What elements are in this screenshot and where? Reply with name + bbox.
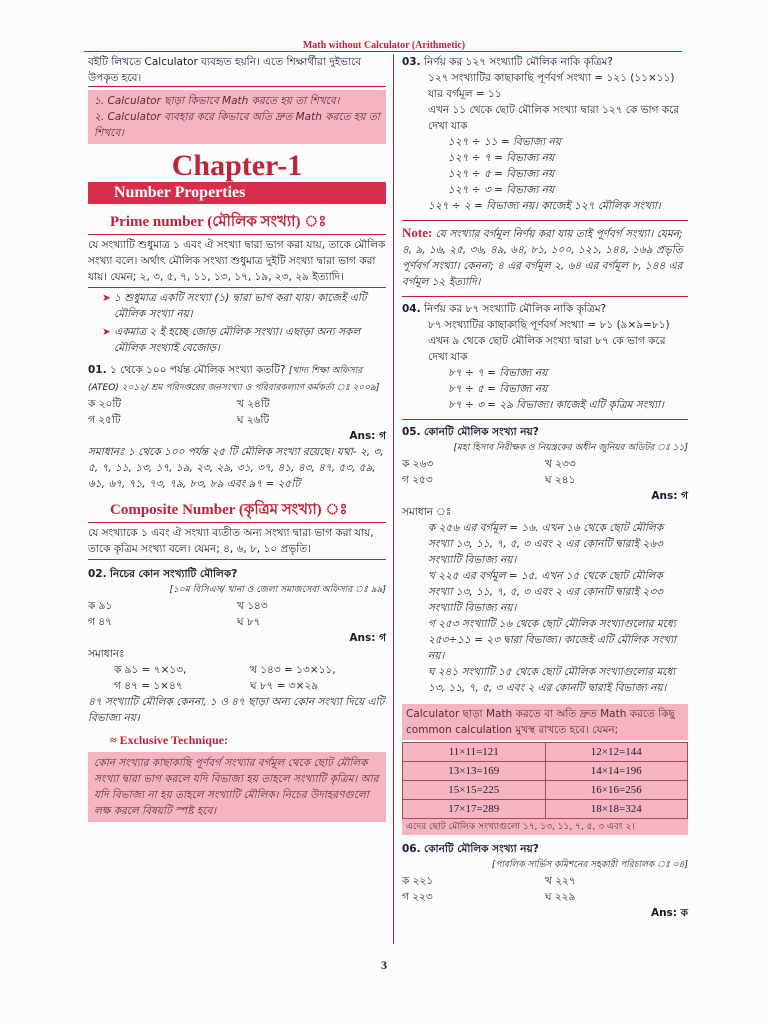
- solution-item: খ ২২৫ এর বর্গমূল = ১৫. এখন ১৫ থেকে ছোট মৌলিক সংখ্যা ১৩, ১১, ৭, ৫, ৩ এবং ২ এর কোনটি দ্বারাই ২৩৩ সংখ্যাটি বিভাজ্য নয়।: [428, 570, 663, 614]
- option-b: খ ১৪৩: [237, 600, 268, 612]
- technique-box: কোন সংখ্যার কাছাকাছি পূর্ণবর্গ সংখ্যার বর্গমূল থেকে ছোট মৌলিক সংখ্যা দ্বারা ভাগ করলে যদি বিভাজ্য হয় তাহলে সংখ্যাটি কৃত্রিম। আর যদি বিভাজ্য না হয় তাহলে সংখ্যাটি মৌলিক। নিচের উদাহরণগুলো লক্ষ করলে বিষয়টি স্পষ্ট হবে।: [88, 752, 386, 822]
- prime-note: [98, 290, 386, 322]
- solution-note: ৪৭ সংখ্যাটি মৌলিক কেননা, ১ ও ৪৭ ছাড়া অন্য কোন সংখ্যা দিয়ে এটি বিভাজ্য নয়।: [88, 696, 385, 724]
- table-cell: 12×12=144: [545, 743, 688, 762]
- intro-text: বইটি লিখতে Calculator ব্যবহৃত হয়নি। এতে শিক্ষার্থীরা দুইভাবে উপকৃত হবে।: [88, 54, 386, 87]
- option-b: খ ২২৭: [545, 875, 576, 887]
- solution-item: ক ২৫৬ এর বর্গমূল = ১৬. এখন ১৬ থেকে ছোট মৌলিক সংখ্যা ১৩, ১১, ৭, ৫, ৩ এবং ২ এর কোনটি দ্বারাই ২৬৩ সংখ্যাটি বিভাজ্য নয়।: [428, 522, 664, 566]
- chapter-word: Chapter: [171, 149, 278, 182]
- benefits-box: [88, 90, 386, 144]
- note-label: Note:: [402, 225, 433, 240]
- table-cell: 17×17=289: [403, 800, 546, 819]
- solution-item: গ ৪৭ = ১×৪৭: [114, 680, 183, 692]
- option-b: খ ২৪টি: [237, 398, 270, 410]
- check-line: ১২৭ ÷ ৫ = বিভাজ্য নয়: [448, 168, 555, 180]
- solution-label: সমাধান ঃ: [402, 506, 452, 518]
- check-line: ১২৭ ÷ ২ = বিভাজ্য নয়। কাজেই ১২৭ মৌলিক সংখ্যা।: [428, 200, 661, 212]
- options: [402, 873, 688, 905]
- check-line: ১২৭ ÷ ৭ = বিভাজ্য নয়: [448, 152, 555, 164]
- solution-item: ঘ ২৪১ সংখ্যাটি ১৫ থেকে ছোট মৌলিক সংখ্যাগুলোর মধ্যে ১৩, ১১, ৭, ৫, ৩ এবং ২ এর কোনটি দ্বারাই বিভাজ্য নয়।: [428, 666, 676, 694]
- table-cell: 18×18=324: [545, 800, 688, 819]
- work-line: ১২৭ সংখ্যাটির কাছাকাছি পূর্ণবর্গ সংখ্যা = ১২১ (১১×১১): [428, 72, 675, 84]
- answer: Ans: ক: [650, 907, 688, 919]
- page-number: 3: [381, 958, 387, 972]
- running-header: Math without Calculator (Arithmetic): [302, 40, 466, 51]
- question-number: 03.: [402, 56, 421, 68]
- calc-section: [402, 704, 688, 835]
- question-text: নির্ণয় কর ১২৭ সংখ্যাটি মৌলিক নাকি কৃত্রিম?: [423, 56, 613, 68]
- left-column: [88, 54, 386, 822]
- answer: Ans: গ: [651, 490, 688, 502]
- calc-box: Calculator ছাড়া Math করতে বা অতি দ্রুত Math করতে কিছু common calculation মুখস্থ রাখতে হবে। যেমন;: [402, 704, 688, 740]
- prime-note-text: ১ শুধুমাত্র একটি সংখ্যা (১) দ্বারা ভাগ করা যায়। কাজেই এটি মৌলিক সংখ্যা নয়।: [114, 292, 367, 320]
- benefit-item: ১. Calculator ছাড়া কিভাবে Math করতে হয় তা শিখবে।: [94, 95, 340, 107]
- question-01: [88, 362, 386, 492]
- option-c: গ ২৫টি: [88, 414, 121, 426]
- option-d: ঘ ২৬টি: [237, 414, 270, 426]
- question-text: নিচের কোন সংখ্যাটি মৌলিক?: [109, 568, 238, 580]
- prime-note: [98, 324, 386, 356]
- option-a: ক ২০টি: [88, 398, 122, 410]
- solution-label: সমাধানঃ: [88, 648, 125, 660]
- table-row: [403, 781, 688, 800]
- table-cell: 11×11=121: [403, 743, 546, 762]
- question-number: 04.: [402, 303, 421, 315]
- check-line: ৮৭ ÷ ৫ = বিভাজ্য নয়: [448, 383, 548, 395]
- option-d: ঘ ৮৭: [237, 616, 261, 628]
- option-c: গ ২২৩: [402, 891, 433, 903]
- table-cell: 13×13=169: [403, 762, 546, 781]
- question-number: 02.: [88, 568, 107, 580]
- option-d: ঘ ২৪১: [545, 474, 576, 486]
- chapter-heading: [88, 149, 386, 182]
- check-line: ৮৭ ÷ ৭ = বিভাজ্য নয়: [448, 367, 548, 379]
- arrow-bullet-icon: ➤: [102, 326, 115, 338]
- option-b: খ ২৩৩: [545, 458, 576, 470]
- question-source: [পাবলিক সার্ভিস কমিশনের সহকারী পরিচালক ঃ ০৪]: [491, 860, 688, 870]
- question-source: [১০ম বিসিএস/ খানা ও জেলা সমাজসেবা অফিসার ঃ ৯৯]: [169, 585, 386, 595]
- question-02: [88, 566, 386, 726]
- work-line: এখন ১১ থেকে ছোট মৌলিক সংখ্যা দ্বারা ১২৭ কে ভাগ করে দেখা যাক: [428, 104, 680, 132]
- technique-title: ≈ Exclusive Technique:: [110, 733, 228, 747]
- option-a: ক ২৬৩: [402, 458, 434, 470]
- question-text: ১ থেকে ১০০ পর্যন্ত মৌলিক সংখ্যা কতটি?: [109, 364, 286, 376]
- table-row: [403, 743, 688, 762]
- table-row: [403, 800, 688, 819]
- work-line: ৮৭ সংখ্যাটির কাছাকাছি পূর্ণবর্গ সংখ্যা = ৮১ (৯×৯=৮১): [428, 319, 670, 331]
- header-rule: [84, 51, 682, 52]
- question-04: [402, 296, 688, 413]
- section-banner: Number Properties: [88, 182, 386, 204]
- question-06: [402, 841, 688, 921]
- options: [88, 598, 386, 630]
- squares-table: [402, 742, 688, 819]
- check-line: ৮৭ ÷ ৩ = ২৯ বিভাজ্য। কাজেই এটি কৃত্রিম সংখ্যা।: [448, 399, 664, 411]
- options: [88, 396, 386, 428]
- prime-title: Prime number (মৌলিক সংখ্যা) ঃ: [110, 214, 327, 230]
- composite-definition: যে সংখ্যাকে ১ এবং ঐ সংখ্যা ব্যতীত অন্য সংখ্যা দ্বারা ভাগ করা যায়, তাকে কৃত্রিম সংখ্যা বলে। যেমন; ৪, ৬, ৮, ১০ প্রভৃতি।: [88, 522, 386, 560]
- arrow-bullet-icon: ➤: [102, 292, 115, 304]
- work-line: এখন ৯ থেকে ছোট মৌলিক সংখ্যা দ্বারা ৮৭ কে ভাগ করে দেখা যাক: [428, 335, 666, 363]
- prime-definition: যে সংখ্যাটি শুধুমাত্র ১ এবং ঐ সংখ্যা দ্বারা ভাগ করা যায়, তাকে মৌলিক সংখ্যা বলে। অর্থাৎ মৌলিক সংখ্যা শুধুমাত্র দুইটি সংখ্যা দ্বারা ভাগ করা যায়। যেমন; ২, ৩, ৫, ৭, ১১, ১৩, ১৭, ১৯, ২৩, ২৯ ইত্যাদি।: [88, 234, 386, 288]
- answer: Ans: গ: [349, 632, 386, 644]
- solution-items: [88, 662, 386, 694]
- question-number: 05.: [402, 426, 421, 438]
- table-cell: 14×14=196: [545, 762, 688, 781]
- option-c: গ ২৫৩: [402, 474, 433, 486]
- table-cell: 16×16=256: [545, 781, 688, 800]
- answer: Ans: গ: [349, 430, 386, 442]
- column-divider: [393, 54, 394, 944]
- solution: সমাধানঃ ১ থেকে ১০০ পর্যন্ত ২৫ টি মৌলিক সংখ্যা রয়েছে। যথা- ২, ৩, ৫, ৭, ১১, ১৩, ১৭, ১৯, ২৩, ২৯, ৩১, ৩৭, ৪১, ৪৩, ৪৭, ৫৩, ৫৯, ৬১, ৬৭, ৭১, ৭৩, ৭৯, ৮৩, ৮৯ এবং ৯৭ = ২৫টি: [88, 446, 384, 490]
- note-block: [402, 220, 688, 290]
- table-row: [403, 762, 688, 781]
- question-number: 01.: [88, 364, 107, 376]
- work-line: যার বর্গমূল = ১১: [428, 88, 502, 100]
- solution-item: খ ১৪৩ = ১৩×১১,: [250, 664, 336, 676]
- option-a: ক ২২১: [402, 875, 434, 887]
- question-text: কোনটি মৌলিক সংখ্যা নয়?: [423, 843, 539, 855]
- prime-note-text: একমাত্র ২ ই হচ্ছে জোড় মৌলিক সংখ্যা। এছাড়া অন্য সকল মৌলিক সংখ্যাই বেজোড়।: [114, 326, 361, 354]
- squares-note: এদের ছোট মৌলিক সংখ্যাগুলো ১৭, ১৩, ১১, ৭, ৫, ৩ এবং ২।: [402, 819, 688, 835]
- question-05: [402, 419, 688, 696]
- solution-item: ঘ ৮৭ = ৩×২৯: [250, 680, 319, 692]
- question-source: [খাদ্য শিক্ষা অফিসার (ATEO) ২০১২/ শ্রম পরিদপ্তরের জনসংখ্যা ও পরিবারকল্যাণ কর্মকর্তা ঃ ২০০৯]: [88, 366, 380, 393]
- question-source: [মহা হিসাব নিরীক্ষক ও নিয়ন্ত্রকের অধীন জুনিয়র অডিটর ঃ ১১]: [453, 443, 688, 453]
- check-line: ১২৭ ÷ ৩ = বিভাজ্য নয়: [448, 184, 555, 196]
- right-column: [402, 54, 688, 921]
- option-d: ঘ ২২৯: [545, 891, 576, 903]
- chapter-number: -1: [277, 149, 303, 182]
- question-number: 06.: [402, 843, 421, 855]
- check-line: ১২৭ ÷ ১১ = বিভাজ্য নয়: [448, 136, 561, 148]
- question-text: কোনটি মৌলিক সংখ্যা নয়?: [423, 426, 539, 438]
- note-text: যে সংখ্যার বর্গমূল নির্ণয় করা যায় তাই পূর্ণবর্গ সংখ্যা। যেমন; ৪, ৯, ১৬, ২৫, ৩৬, ৪৯, ৬৪, ৮১, ১০০, ১২১, ১৪৪, ১৬৯ প্রভৃতি পূর্ণবর্গ সংখ্যা। কেননা; ৪ এর বর্গমূল ২, ৬৪ এর বর্গমূল ৮, ১৪৪ এর বর্গমূল ১২ ইত্যাদি।: [402, 228, 683, 288]
- solution-item: গ ২৫৩ সংখ্যাটি ১৬ থেকে ছোট মৌলিক সংখ্যাগুলোর মধ্যে ২৫৩÷১১ = ২৩ দ্বারা বিভাজ্য। কাজেই এটি মৌলিক সংখ্যা নয়।: [428, 618, 676, 662]
- table-cell: 15×15=225: [403, 781, 546, 800]
- question-text: নির্ণয় কর ৮৭ সংখ্যাটি মৌলিক নাকি কৃত্রিম?: [423, 303, 607, 315]
- options: [402, 456, 688, 488]
- composite-title: Composite Number (কৃত্রিম সংখ্যা) ঃ: [110, 502, 348, 518]
- question-03: [402, 54, 688, 214]
- solution-item: ক ৯১ = ৭×১৩,: [114, 664, 187, 676]
- option-a: ক ৯১: [88, 600, 113, 612]
- option-c: গ ৪৭: [88, 616, 112, 628]
- benefit-item: ২. Calculator ব্যবহার করে কিভাবে অতি দ্রুত Math করতে হয় তা শিখবে।: [94, 111, 380, 139]
